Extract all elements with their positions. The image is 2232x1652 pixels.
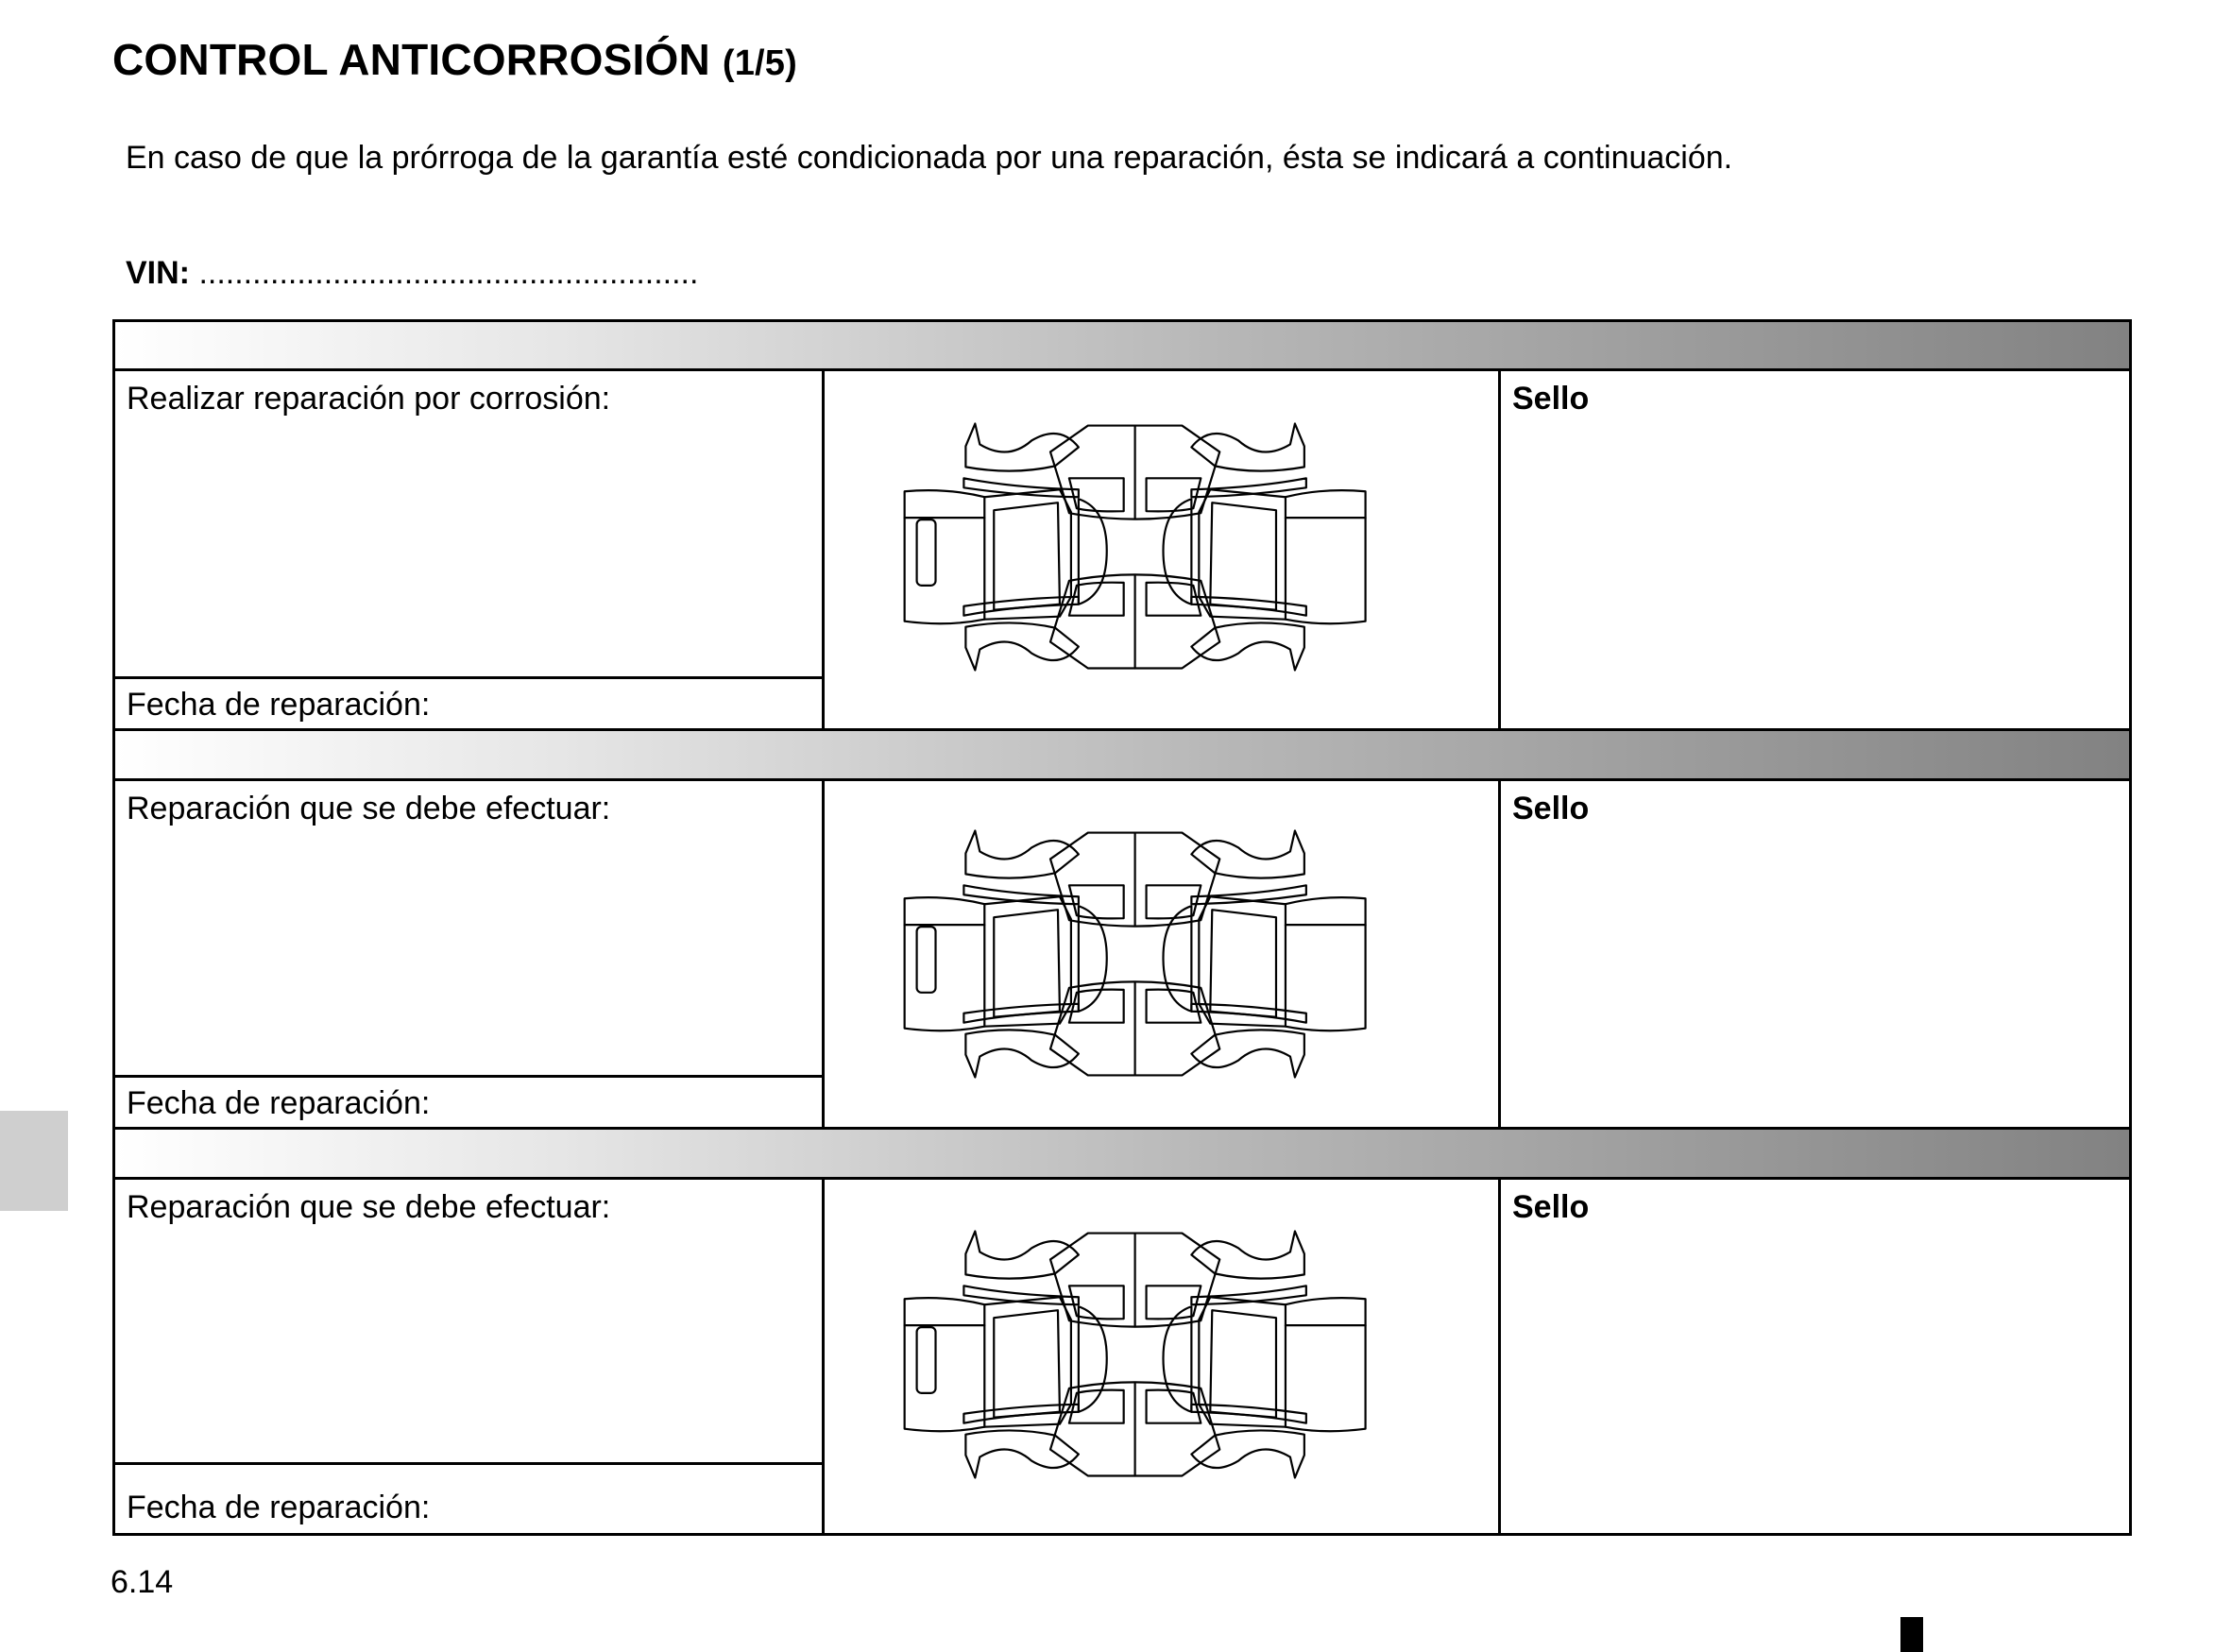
damage-diagram-cell[interactable] [825,781,1501,1130]
repair-date-label: Fecha de reparación: [127,687,431,723]
stamp-label: Sello [1512,791,1590,826]
repair-date-cell[interactable] [115,676,822,731]
repair-date-cell[interactable] [115,1075,822,1130]
car-body-diagram-icon [825,371,1498,731]
repair-section [115,1180,2129,1536]
damage-diagram-cell[interactable] [825,371,1501,731]
stamp-cell[interactable] [1501,1180,2129,1536]
repair-description-cell[interactable] [115,371,825,731]
repair-record-table [112,319,2132,1536]
car-body-diagram-icon [825,1180,1498,1536]
repair-label: Reparación que se debe efectuar: [127,791,611,826]
vin-label: VIN: [126,255,190,291]
repair-date-label: Fecha de reparación: [127,1490,431,1525]
repair-label: Realizar reparación por corrosión: [127,381,611,417]
section-header-band [115,322,2129,371]
vin-line[interactable] [126,255,698,292]
title-main: CONTROL ANTICORROSIÓN [112,35,710,84]
repair-section [115,781,2129,1130]
page-title [112,34,797,85]
stamp-label: Sello [1512,381,1590,417]
vin-field[interactable]: ........................................................ [198,255,699,291]
repair-section [115,371,2129,731]
intro-text: En caso de que la prórroga de la garantía esté condicionada por una reparación, ésta se indicará a continuación. [126,140,1733,176]
title-suffix: (1/5) [722,43,797,83]
repair-description-cell[interactable] [115,781,825,1130]
repair-label: Reparación que se debe efectuar: [127,1189,611,1225]
page-edge-marker [1900,1617,1923,1652]
section-header-band [115,728,2129,781]
chapter-side-tab [0,1111,68,1211]
repair-date-cell[interactable] [115,1462,822,1536]
stamp-cell[interactable] [1501,371,2129,731]
repair-date-label: Fecha de reparación: [127,1085,431,1121]
damage-diagram-cell[interactable] [825,1180,1501,1536]
section-header-band [115,1127,2129,1180]
page-number: 6.14 [111,1564,174,1600]
repair-description-cell[interactable] [115,1180,825,1536]
stamp-cell[interactable] [1501,781,2129,1130]
stamp-label: Sello [1512,1189,1590,1225]
car-body-diagram-icon [825,781,1498,1130]
